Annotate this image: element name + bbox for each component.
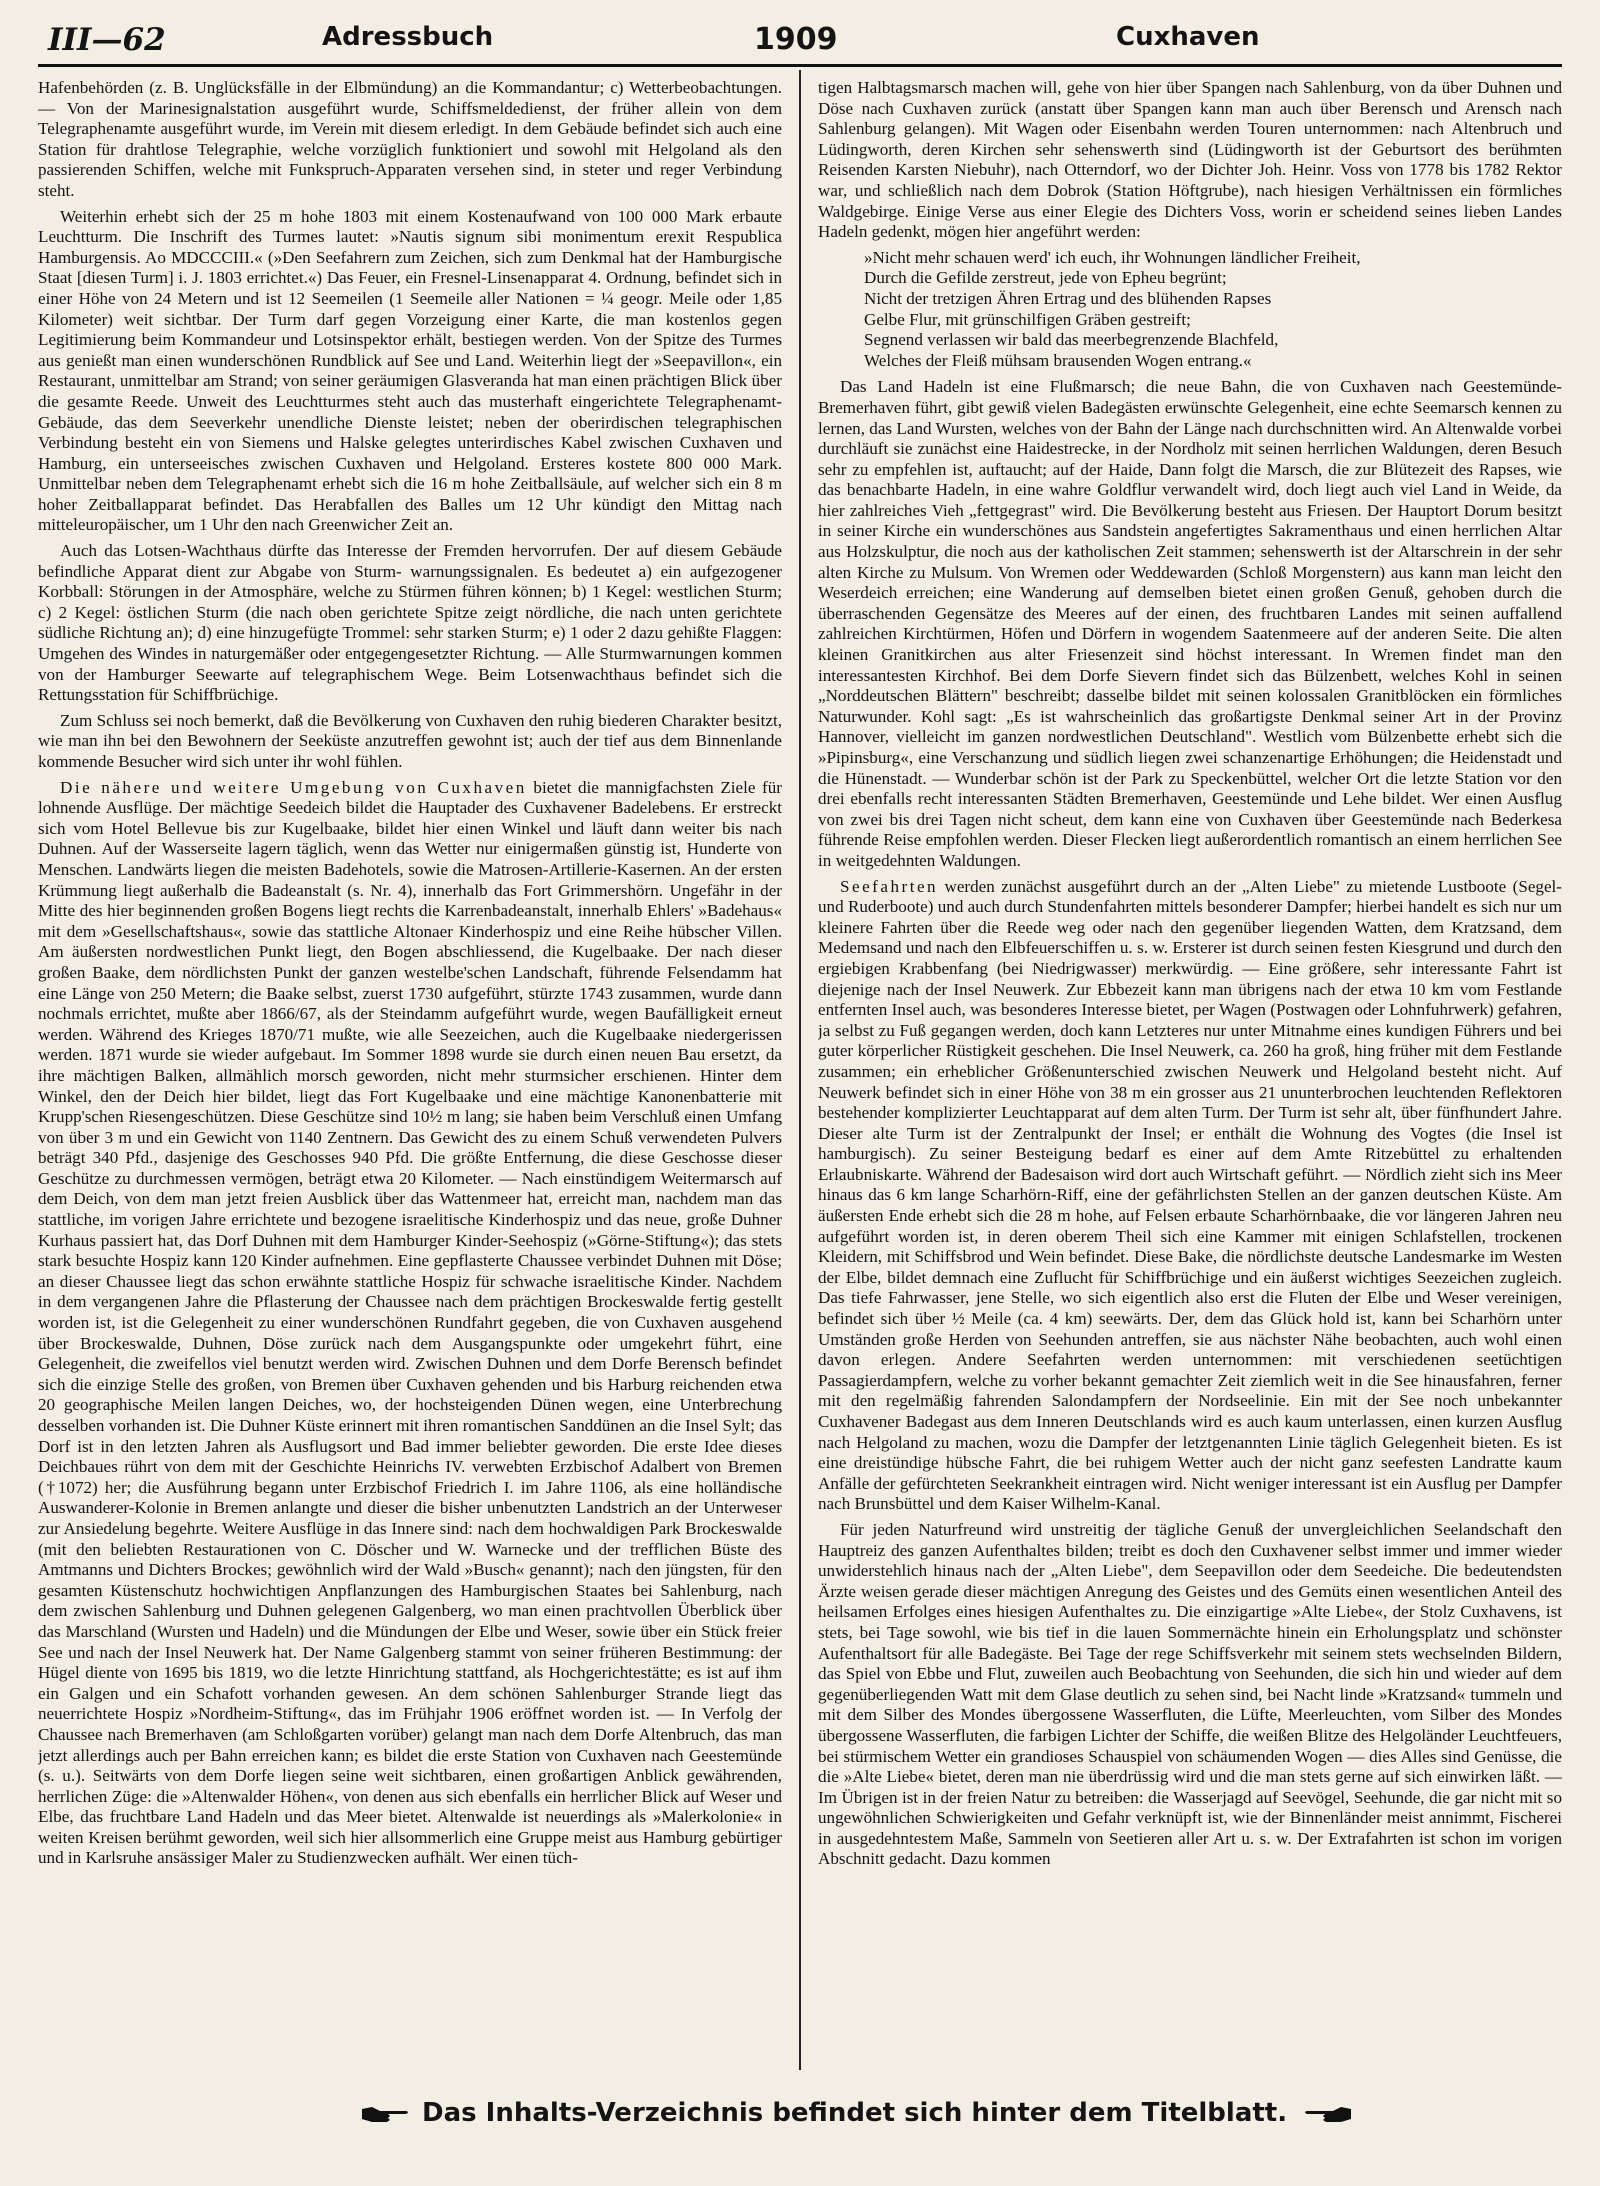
city-label: Cuxhaven xyxy=(1116,22,1260,52)
left-column xyxy=(38,78,782,2078)
paragraph: Auch das Lotsen-Wachthaus dürfte das Interesse der Fremden hervorrufen. Der auf diesem Gebäude befindliche Apparat dient zur Abgabe von Sturm- warnungssignalen. Es bedeutet a) ein aufgezogener Korbball: Störungen in der Atmosphäre, welche zu Stürmen führen können; b) 1 Kegel: westlichen Sturm; c) 2 Kegel: östlichen Sturm (die nach oben gerichtete Spitze zeigt nördliche, die nach unten gerichtete südliche Richtung an); d) eine hinzugefügte Trommel: sehr starken Sturm; e) 1 oder 2 dazu gehißte Flaggen: Umgehen des Windes in naturgemäßer oder entgegengesetzter Richtung. — Alle Sturmwarnungen kommen von der Hamburger Seewarte auf telegraphischem Wege. Beim Lotsenwachthaus befindet sich die Rettungsstation für Schiffbrüchige. xyxy=(38,541,782,705)
paragraph: Für jeden Naturfreund wird unstreitig der tägliche Genuß der unvergleichlichen Seelandschaft den Hauptreiz des ganzen Aufenthaltes bilden; treibt es doch den Cuxhavener selbst immer und immer wieder unwiderstehlich hinaus nach der „Alten Liebe", dem Seepavillon oder dem Seedeiche. Die bedeutendsten Ärzte weisen gerade dieser mächtigen Anregung des Geistes und des Gemüts einen wesentlichen Anteil des heilsamen Erfolges eines hiesigen Aufenthaltes zu. Die einzigartige »Alte Liebe«, der Stolz Cuxhavens, ist stets, bei Tage sowohl, wie bis tief in die lauen Sommernächte hinein ein Erholungsplatz und schönster Aufenthaltsort für alle Badegäste. Bei Tage der rege Schiffsverkehr mit seinem stets wechselnden Bildern, das Spiel von Ebbe und Flut, zuweilen auch Beobachtung von Seehunden, die sich hin und wieder auf dem gegenüberliegenden Watt mit dem Glase deutlich zu sehen sind, bei Nacht linde »Kratzsand« tummeln und mit dem Silber des Mondes übergossene Wasserfluten, die Lüfte, Meerleuchten, vom Silber des Mondes übergossene Wasserfluten, die farbigen Lichter der Schiffe, die weißen Blitze des Helgoländer Leuchtfeuers, bei stürmischem Wetter ein grandioses Schauspiel von schäumenden Wogen — dies Alles sind Genüsse, die die »Alte Liebe« bietet, deren man nie überdrüssig wird und die man stets gerne auf sich einwirken läßt. — Im Übrigen ist in der freien Natur zu betreiben: die Wasserjagd auf Seevögel, Seehunde, die gar nicht mit so ungewöhnlichen Schwierigkeiten und Gefahr verknüpft ist, wie der Binnenländer meist annimmt, Fischerei in ausgedehntestem Maße, Sammeln von Seetieren aller Art u. s. w. Der Extrafahrten ist schon im vorigen Abschnitt gedacht. Dazu kommen xyxy=(818,1519,1562,1869)
footer-notice xyxy=(360,2098,1353,2138)
page-number: III—62 xyxy=(48,22,166,58)
footer-text: Das Inhalts-Verzeichnis befindet sich hinter dem Titelblatt. xyxy=(422,2098,1288,2128)
paragraph xyxy=(38,778,782,1869)
book-title: Adressbuch xyxy=(322,22,494,52)
year-label: 1909 xyxy=(754,22,838,57)
pointing-hand-right-icon xyxy=(360,2103,412,2125)
section-heading: Seefahrten xyxy=(840,876,939,896)
pointing-hand-left-icon xyxy=(1301,2103,1353,2125)
paragraph: Weiterhin erhebt sich der 25 m hohe 1803 mit einem Kostenaufwand von 100 000 Mark erbaute Leuchtturm. Die Inschrift des Turmes lautet: »Nautis signum sibi monimentum erexit Respublica Hamburgensis. Ao MDCCCIII.« (»Den Seefahrern zum Zeichen, sich zum Denkmal hat der Hamburgische Staat [diesen Turm] i. J. 1803 errichtet.«) Das Feuer, ein Fresnel-Linsenapparat 4. Ordnung, befindet sich in einer Höhe von 24 Metern und ist 12 Seemeilen (1 Seemeile aller Nationen = ¼ geogr. Meile oder 1,85 Kilometer) weit sichtbar. Der Turm darf gegen Vorzeigung einer Karte, die man kostenlos gegen Legitimierung beim Kommandeur und Lotsinspektor erhält, bestiegen werden. Von der Spitze des Turmes aus genießt man einen wunderschönen Rundblick auf See und Land. Weiterhin liegt der »Seepavillon«, ein Restaurant, unmittelbar am Strand; von seiner geräumigen Glasveranda hat man einen prächtigen Blick über die gesamte Reede. Unweit des Leuchtturmes steht auch das musterhaft eingerichtete Telegraphenamt-Gebäude, das dem Seeverkehr unendliche Dienste leistet; neben der oberirdischen telegraphischen Verbindung besteht ein von Siemens und Halske gelegtes unterirdisches Kabel zwischen Cuxhaven und Hamburg, ein unterseeisches zwischen Cuxhaven und Helgoland. Ersteres kostete 800 000 Mark. Unmittelbar neben dem Telegraphenamt erhebt sich die 16 m hohe Zeitballsäule, auf welcher sich ein 8 m hoher Zeitballapparat befindet. Das Herabfallen des Balles um 12 Uhr kündigt den Mittag nach mitteleuropäischer, um 1 Uhr den nach Greenwicher Zeit an. xyxy=(38,206,782,535)
header-rule xyxy=(38,64,1562,67)
poem-line: Gelbe Flur, mit grünschilfigen Gräben gestreift; xyxy=(864,309,1191,329)
paragraph: Zum Schluss sei noch bemerkt, daß die Bevölkerung von Cuxhaven den ruhig biederen Charakter besitzt, wie man ihn bei den Bewohnern der Seeküste anzutreffen gewohnt ist; auch der tief aus dem Binnenlande kommende Besucher wird sich unter ihr wohl fühlen. xyxy=(38,710,782,771)
paragraph: Das Land Hadeln ist eine Flußmarsch; die neue Bahn, die von Cuxhaven nach Geestemünde-Bremerhaven führt, gibt gewiß vielen Badegästen erwünschte Gelegenheit, eine echte Seemarsch kennen zu lernen, das Land Wursten, welches von der Bahn der Länge nach durchschnitten wird. An Altenwalde vorbei durchläuft sie zunächst eine Haidestrecke, in der Nordholz mit seinen herrlichen Waldungen, deren Besuch sehr zu empfehlen ist, auftaucht; auf der Haide, Dann folgt die Marsch, die zur Blütezeit des Rapses, wie das benachbarte Hadeln, in eine wahre Goldflur verwandelt wird, doch liegt auch viel Land in Weide, da hier zahlreiches Vieh „fettgegrast" wird. Die Bevölkerung besteht aus Friesen. Der Hauptort Dorum besitzt in seiner Kirche ein wunderschönes aus Sandstein angefertigtes Sakramenthaus und einen herrlichen Altar aus Holzskulptur, die noch aus der katholischen Zeit stammen; sehenswerth ist der Altarschrein in der sehr alten Kirche zu Mulsum. Von Wremen oder Weddewarden (Schloß Morgenstern) aus kann man leicht den Weserdeich erreichen; eine Wanderung auf demselben bietet einen großen Genuß, gehoben durch die überraschenden Gegensätze des Meeres auf der einen, des fruchtbaren Landes mit seinen auffallend zahlreichen Kirchtürmen, Höfen und Dörfern in wogendem Saatenmeere auf der anderen Seite. Die alten kleinen Granitkirchen aus alter Friesenzeit sind höchst interessant. In Wremen findet man den interessantesten Kirchhof. Bei dem Dorfe Sievern findet sich das Bülzenbett, welches Kohl in seinen „Norddeutschen Blättern" beschreibt; dasselbe bildet mit seinen kolossalen Granitblöcken ein förmliches Naturwunder. Kohl sagt: „Es ist wahrscheinlich das großartigste Denkmal seiner Art in der Provinz Hannover, vielleicht im ganzen nordwestlichen Deutschland". Westlich vom Bülzenbette erhebt sich die »Pipinsburg«, eine Verschanzung und südlich liegen zwei schanzenartige Erhöhungen; die Heidenstadt und die Hünenstadt. — Wunderbar schön ist der Park zu Speckenbüttel, welcher Ort die letzte Station vor den drei ebenfalls recht interessanten Städten Bremerhaven, Geestemünde und Lehe bildet. Wer einen Ausflug von zwei bis drei Tagen nicht scheut, dem kann eine von Cuxhaven über Geestemünde nach Bederkesa führende Reise empfohlen werden. Dieser Flecken liegt außerordentlich romantisch an einem herrlichen See in weitgedehnten Waldungen. xyxy=(818,377,1562,870)
right-column xyxy=(818,78,1562,2078)
paragraph-text: bietet die mannigfachsten Ziele für lohnende Ausflüge. Der mächtige Seedeich bildet die Hauptader des Cuxhavener Badelebens. Er erstreckt sich vom Hotel Bellevue bis zur Kugelbaake, bildet hier einen Winkel und läuft dann weiter bis nach Duhnen. Auf der Wasserseite lagern täglich, wenn das Wetter nur einigermaßen günstig ist, Hunderte von Menschen. Landwärts liegen die meisten Badehotels, sowie die Matrosen-Artillerie-Kasernen. An der ersten Krümmung liegt außerhalb die Badeanstalt (s. Nr. 4), innerhalb das Fort Grimmershörn. Ungefähr in der Mitte des hier beginnenden großen Bogens liegt rechts die Karrenbadeanstalt, innerhalb Ehlers' »Badehaus« mit dem »Gesellschaftshaus«, sowie das stattliche Altonaer Kinderhospiz und eine Reihe hübscher Villen. Am äußersten nordwestlichen Punkt liegt, den Bogen abschliessend, die Kugelbaake. Der nach dieser großen Baake, dem nördlichsten Punkt der ganzen westelbe'schen Landschaft, führende Felsendamm hat eine Länge von 250 Metern; die Baake selbst, zuerst 1730 aufgeführt, stürzte 1743 zusammen, wurde dann nochmals errichtet, mußte aber 1866/67, als der Steindamm aufgeführt wurde, wegen Baufälligkeit erneut werden. Während des Krieges 1870/71 mußte, wie alle Seezeichen, auch die Kugelbaake niedergerissen werden. 1871 wurde sie wieder aufgebaut. Im Sommer 1898 wurde sie durch einen neuen Bau ersetzt, da ihre mächtigen Balken, allmählich morsch geworden, nicht mehr sturmsicher erschienen. Hinter dem Winkel, den der Deich hier bildet, liegt das Fort Kugelbaake und eine mächtige Kanonenbatterie mit Krupp'schen Riesengeschützen. Diese Geschütze sind 10½ m lang; sie haben beim Verschluß einen Umfang von über 3 m und ein Gewicht von 1140 Zentnern. Das Gewicht des zu einem Schuß verwendeten Pulvers beträgt 340 Pfd., dasjenige des Geschosses 940 Pfd. Die größte Entfernung, die diese Geschosse dieser Geschütze zu durchmessen vermögen, beträgt etwa 20 Kilometer. — Nach einstündigem Weitermarsch auf dem Deich, von dem man jetzt freien Ausblick über das Wattenmeer hat, erreicht man, nachdem man das stattliche, im vorigen Jahre errichtete und bezogene israelitische Kinderhospiz und das neue, große Duhner Kurhaus passiert hat, das Dorf Duhnen mit dem Hamburger Kinder-Seehospiz (»Görne-Stiftung«); das stets stark besuchte Hospiz kann 120 Kinder aufnehmen. Eine gepflasterte Chaussee verbindet Duhnen mit Döse; an dieser Chaussee liegt das schon erwähnte stattliche Hospiz für schwache israelitische Kinder. Nachdem in dem vergangenen Jahre die Pflasterung der Chaussee nach dem prächtigen Brockeswalde fertig gestellt worden ist, ist die Gelegenheit zu einer wunderschönen Rundfahrt gegeben, die von Cuxhaven ausgehend über Brockeswalde, Duhnen, Döse zurück nach dem Ausgangspunkte oder umgekehrt führt, eine Gelegenheit, die zweifellos viel benutzt werden wird. Zwischen Duhnen und dem Dorfe Berensch befindet sich die einzige Stelle des großen, von Bremen über Cuxhaven gehenden und bis Harburg reichenden etwa 20 geographische Meilen langen Deiches, wo, der hochsteigenden Dünen wegen, eine Unterbrechung desselben vorhanden ist. Die Duhner Küste erinnert mit ihren romantischen Sanddünen an die Insel Sylt; das Dorf ist in den letzten Jahren als Ausflugsort und Bad immer beliebter geworden. Die erste Idee dieses Deichbaues rührt von dem mit der Geschichte Heinrichs IV. verwebten Erzbischof Adalbert von Bremen (†1072) her; die Ausführung begann unter Erzbischof Friedrich I. im Jahre 1106, als eine holländische Auswanderer-Kolonie in Bremen anlangte und dieser die bisher unbenutzten Landstrich an der Unterweser zur Ansiedelung begehrte. Weitere Ausflüge in das Innere sind: nach dem hochwaldigen Park Brockeswalde (mit den beliebten Restaurationen von C. Döscher und W. Warnecke und der trefflichen Büste des Amtmanns und Dichters Brockes; gewöhnlich wird der Wald »Busch« genannt); nach den jüngsten, für den gesamten Küstenschutz hochwichtigen Anpflanzungen des Hamburgischen Staates bei Sahlenburg, nach dem zwischen Sahlenburg und Duhnen gelegenen Galgenberg, wo man einen prachtvollen Überblick über das Marschland (Wursten und Hadeln) und die Mündungen der Elbe und Weser, sowie über ein Stück freier See und nach der Insel Neuwerk hat. Der Name Galgenberg stammt von seiner früheren Bestimmung: der Hügel diente von 1695 bis 1819, wo die letzte Hinrichtung stattfand, als Hochgerichtestätte; es ist auf ihm ein Galgen und ein Schafott vorhanden gewesen. An dem schönen Sahlenburger Strande liegt das neuerrichtete Hospiz »Nordheim-Stiftung«, das im Frühjahr 1906 eröffnet worden ist. — In Verfolg der Chaussee nach Bremerhaven (am Schloßgarten vorüber) gelangt man nach dem Dorfe Altenbruch, das man jetzt allerdings auch per Bahn erreichen kann; es bildet die erste Station von Cuxhaven nach Geestemünde (s. u.). Seitwärts von dem Dorfe liegen seine weit sichtbaren, einen großartigen Anblick gewährenden, herrlichen Züge: die »Altenwalder Höhen«, von denen aus sich ebenfalls ein herrlicher Blick auf Weser und Elbe, das fruchtbare Land Hadeln und das Meer bietet. Altenwalde ist neuerdings als »Malerkolonie« in weiten Kreisen berühmt geworden, weil sich hier allsommerlich eine Gruppe meist aus Hamburg gebürtiger und in Karlsruhe ansässiger Maler zu Studienzwecken aufhält. Wer einen tüch- xyxy=(38,777,782,1868)
poem-line: »Nicht mehr schauen werd' ich euch, ihr Wohnungen ländlicher Freiheit, xyxy=(864,247,1361,267)
poem-line: Nicht der tretzigen Ähren Ertrag und des blühenden Rapses xyxy=(864,288,1272,308)
page-header xyxy=(38,18,1562,62)
poem-line: Durch die Gefilde zerstreut, jede von Epheu begrünt; xyxy=(864,268,1227,288)
paragraph-text: werden zunächst ausgeführt durch an der „Alten Liebe" zu mietende Lustboote (Segel- und Ruderboote) und auch durch Stundenfahrten mittels besonderer Dampfer; hierbei handelt es sich nur um kleinere Fahrten über die Reede weg oder nach den gegenüber liegenden Watten, dem Kratzsand, dem Medemsand und nach den Elbfeuerschiffen u. s. w. Ersterer ist durch seinen festen Kiesgrund und durch den ergiebigen Krabbenfang (bei Niedrigwasser) merkwürdig. — Eine größere, sehr interessante Fahrt ist diejenige nach der Insel Neuwerk. Zur Ebbezeit kann man übrigens nach der etwa 10 km vom Festlande entfernten Insel auch, was besonderes Interesse bietet, per Wagen (Postwagen oder Lohnfuhrwerk) gefahren, ja selbst zu Fuß gegangen werden, doch kann Letzteres nur unter Mitnahme eines kundigen Führers und bei guter körperlicher Rüstigkeit geschehen. Die Insel Neuwerk, ca. 260 ha groß, hing früher mit dem Festlande zusammen; ein erheblicher Größenunterschied zwischen Neuwerk und Helgoland besteht nicht. Auf Neuwerk befindet sich in einer Höhe von 38 m ein grosser aus 21 ununterbrochen leuchtenden Reflektoren bestehender komplizierter Leuchtapparat auf dem alten Turm. Der Turm ist sehr alt, über fünfhundert Jahre. Dieser alte Turm ist der Zentralpunkt der Insel; er enthält die Wohnung des Vogtes (die Insel ist hamburgisch). Zu seiner Besteigung bedarf es einer auf dem Amte Ritzebüttel zu erhaltenden Erlaubniskarte. Während der Badesaison wird dort auch Wirtschaft geführt. — Nördlich zieht sich ins Meer hinaus das 6 km lange Scharhörn-Riff, eine der gefährlichsten Stellen an der ganzen deutschen Küste. Am äußersten Ende erhebt sich die 28 m hohe, auf Felsen erbaute Scharhörnbaake, die vor längeren Jahren neu aufgeführt worden ist, in deren oberem Theil sich eine Kammer mit einigen Schlafstellen, trockenen Kleidern, mit Schiffsbrod und Wein befindet. Diese Bake, die nördlichste deutsche Landesmarke im Westen der Elbe, bildet demnach eine Zuflucht für Schiffbrüchige und ein äußerst wichtiges Seezeichen zugleich. Das tiefe Fahrwasser, jene Stelle, wo sich eigentlich also erst die Fluten der Elbe und Weser vereinigen, befindet sich über ½ Meile (ca. 4 km) seewärts. Der, dem das Glück hold ist, kann bei Scharhörn unter Umständen große Herden von Seehunden antreffen, sie aus nächster Nähe beobachten, auch wohl einen davon erlegen. Andere Seefahrten werden unternommen: mit verschiedenen seetüchtigen Passagierdampfern, welche zu vorher bekannt gemachter Zeit ziemlich weit in die See hinausfahren, ferner mit den regelmäßig fahrenden Salondampfern der Nordseelinie. Ein mit der See noch unbekannter Cuxhavener Badegast aus dem Inneren Deutschlands wird es auch kaum unterlassen, einen kurzen Ausflug nach Helgoland zu machen, wozu die Dampfer der letztgenannten Linie täglich Gelegenheit bieten. Es ist eine dreistündige hübsche Fahrt, die bei ruhigem Wetter auch der nicht ganz seefesten Landratte kaum Anfälle der gefürchteten Seekrankheit eintragen wird. Nicht weniger interessant ist ein Ausflug per Dampfer nach Brunsbüttel und dem Kaiser Wilhelm-Kanal. xyxy=(818,876,1562,1514)
poem-quote xyxy=(864,248,1562,372)
column-divider xyxy=(799,70,801,2070)
paragraph: Hafenbehörden (z. B. Unglücksfälle in der Elbmündung) an die Kommandantur; c) Wetterbeobachtungen. — Von der Marinesignalstation ausgeführt wurde, Schiffsmeldedienst, der früher allein von dem Telegraphenamte ausgeführt wurde, im Verein mit diesem erledigt. In dem Gebäude befindet sich auch eine Station für drahtlose Telegraphie, welche vorzüglich funktioniert und sowohl mit Helgoland als den passierenden Schiffen, welche mit Funkspruch-Apparaten versehen sind, in steter und reger Verbindung steht. xyxy=(38,78,782,200)
poem-line: Segnend verlassen wir bald das meerbegrenzende Blachfeld, xyxy=(864,330,1279,350)
section-heading: Die nähere und weitere Umgebung von Cuxhaven xyxy=(60,777,527,797)
paragraph xyxy=(818,877,1562,1515)
paragraph: tigen Halbtagsmarsch machen will, gehe von hier über Spangen nach Sahlenburg, von da über Duhnen und Döse nach Cuxhaven zurück (anstatt über Spangen kann man auch über Berensch und Arensch nach Sahlenburg gelangen). Mit Wagen oder Eisenbahn werden Touren unternommen: nach Altenbruch und Lüdingworth, deren Kirchen sehr sehenswerth sind (Lüdingworth ist der Geburtsort des berühmten Reisenden Karsten Niebuhr), nach Otterndorf, wo der Dichter Joh. Heinr. Voss von 1778 bis 1782 Rektor war, und schließlich nach dem Dobrok (Station Höftgrube), nach hiesigen Verhältnissen ein förmliches Waldgebirge. Einige Verse aus einer Elegie des Dichters Voss, worin er scheidend seines lieben Landes Hadeln gedenkt, mögen hier angeführt werden: xyxy=(818,78,1562,242)
poem-line: Welches der Fleiß mühsam brausenden Wogen entrang.« xyxy=(864,350,1252,370)
